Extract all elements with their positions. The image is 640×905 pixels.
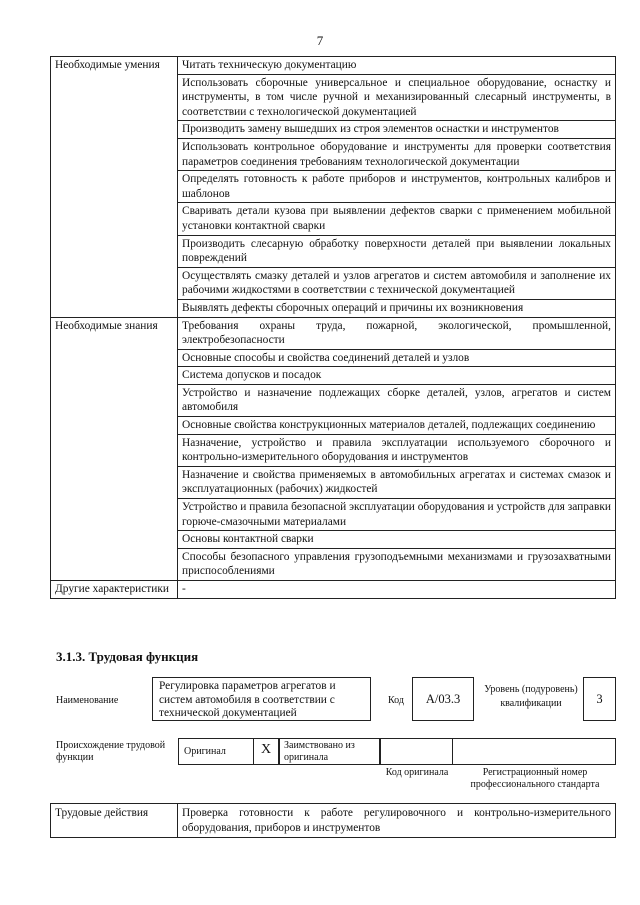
code-label: Код: [388, 695, 404, 706]
requirement-item: -: [178, 581, 616, 599]
code-original-box: [380, 738, 453, 765]
table-row: [51, 57, 616, 75]
requirements-table: [50, 56, 616, 599]
requirement-item: Определять готовность к работе приборов и инструментов, контрольных калибров и шаблонов: [178, 171, 616, 203]
reg-number-label: Регистрационный номер профессионального стандарта: [470, 767, 600, 790]
original-mark-box: [253, 738, 279, 765]
original-mark: X: [260, 742, 272, 757]
level-value: 3: [596, 692, 603, 706]
requirement-item: Основные способы и свойства соединений деталей и узлов: [178, 349, 616, 367]
table-row: [51, 581, 616, 599]
borrowed-label: Заимствовано из оригинала: [284, 740, 355, 763]
table-row: [51, 804, 616, 838]
requirement-item: Требования охраны труда, пожарной, экологической, промышленной, электробезопасности: [178, 317, 616, 349]
requirement-item: Система допусков и посадок: [178, 367, 616, 385]
category-cell: Необходимые знания: [51, 317, 178, 581]
requirement-item: Назначение и свойства применяемых в автомобильных агрегатах и системах смазок и эксплуатационных (рабочих) жидкостей: [178, 466, 616, 498]
requirement-item: Устройство и назначение подлежащих сборке деталей, узлов, агрегатов и систем автомобиля: [178, 384, 616, 416]
code-original-label: Код оригинала: [385, 767, 449, 778]
requirement-item: Сваривать детали кузова при выявлении дефектов сварки с применением мобильной установки контактной сварки: [178, 203, 616, 235]
requirement-item: Выявлять дефекты сборочных операций и причины их возникновения: [178, 299, 616, 317]
requirement-item: Назначение, устройство и правила эксплуатации используемого сборочного и контрольно-измерительного оборудования и инструментов: [178, 434, 616, 466]
function-name-box: [152, 677, 371, 721]
requirement-item: Основные свойства конструкционных материалов деталей, подлежащих соединению: [178, 417, 616, 435]
origin-label: Происхождение трудовой функции: [56, 740, 166, 763]
original-label: Оригинал: [184, 746, 226, 757]
category-cell: Другие характеристики: [51, 581, 178, 599]
function-name: Регулировка параметров агрегатов и систем автомобиля в соответствии с технической документацией: [159, 680, 336, 720]
requirement-item: Осуществлять смазку деталей и узлов агрегатов и систем автомобиля и заполнение их рабочими жидкостями в соответствии с технической документацией: [178, 267, 616, 299]
requirement-item: Читать техническую документацию: [178, 57, 616, 75]
level-box: [583, 677, 616, 721]
requirement-item: Использовать сборочные универсальное и специальное оборудование, оснастку и инструменты, в том числе ручной и механизированный слесарный инструменты, в соответствии с технологической документацией: [178, 74, 616, 121]
requirement-item: Способы безопасного управления грузоподъемными механизмами и грузозахватными приспособлениями: [178, 548, 616, 580]
actions-table: [50, 803, 616, 838]
requirement-item: Производить слесарную обработку поверхности деталей при выявлении локальных повреждений: [178, 235, 616, 267]
requirement-item: Устройство и правила безопасной эксплуатации оборудования и устройств для заправки горюче-смазочными материалами: [178, 499, 616, 531]
section-title: 3.1.3. Трудовая функция: [56, 649, 199, 664]
action-item: Проверка готовности к работе регулировочного и контрольно-измерительного оборудования, приборов и инструментов: [178, 804, 616, 838]
level-label: Уровень (подуровень) квалификации: [484, 684, 578, 709]
category-cell: Необходимые умения: [51, 57, 178, 318]
actions-label: Трудовые действия: [51, 804, 178, 838]
requirement-item: Использовать контрольное оборудование и инструменты для проверки соответствия параметров соединения требованиям технологической документации: [178, 138, 616, 170]
code-box: [412, 677, 474, 721]
code-value: А/03.3: [425, 692, 461, 706]
table-row: [51, 317, 616, 349]
page-number: 7: [316, 33, 324, 48]
requirement-item: Основы контактной сварки: [178, 531, 616, 549]
name-label: Наименование: [56, 695, 119, 706]
requirement-item: Производить замену вышедших из строя элементов оснастки и инструментов: [178, 121, 616, 139]
